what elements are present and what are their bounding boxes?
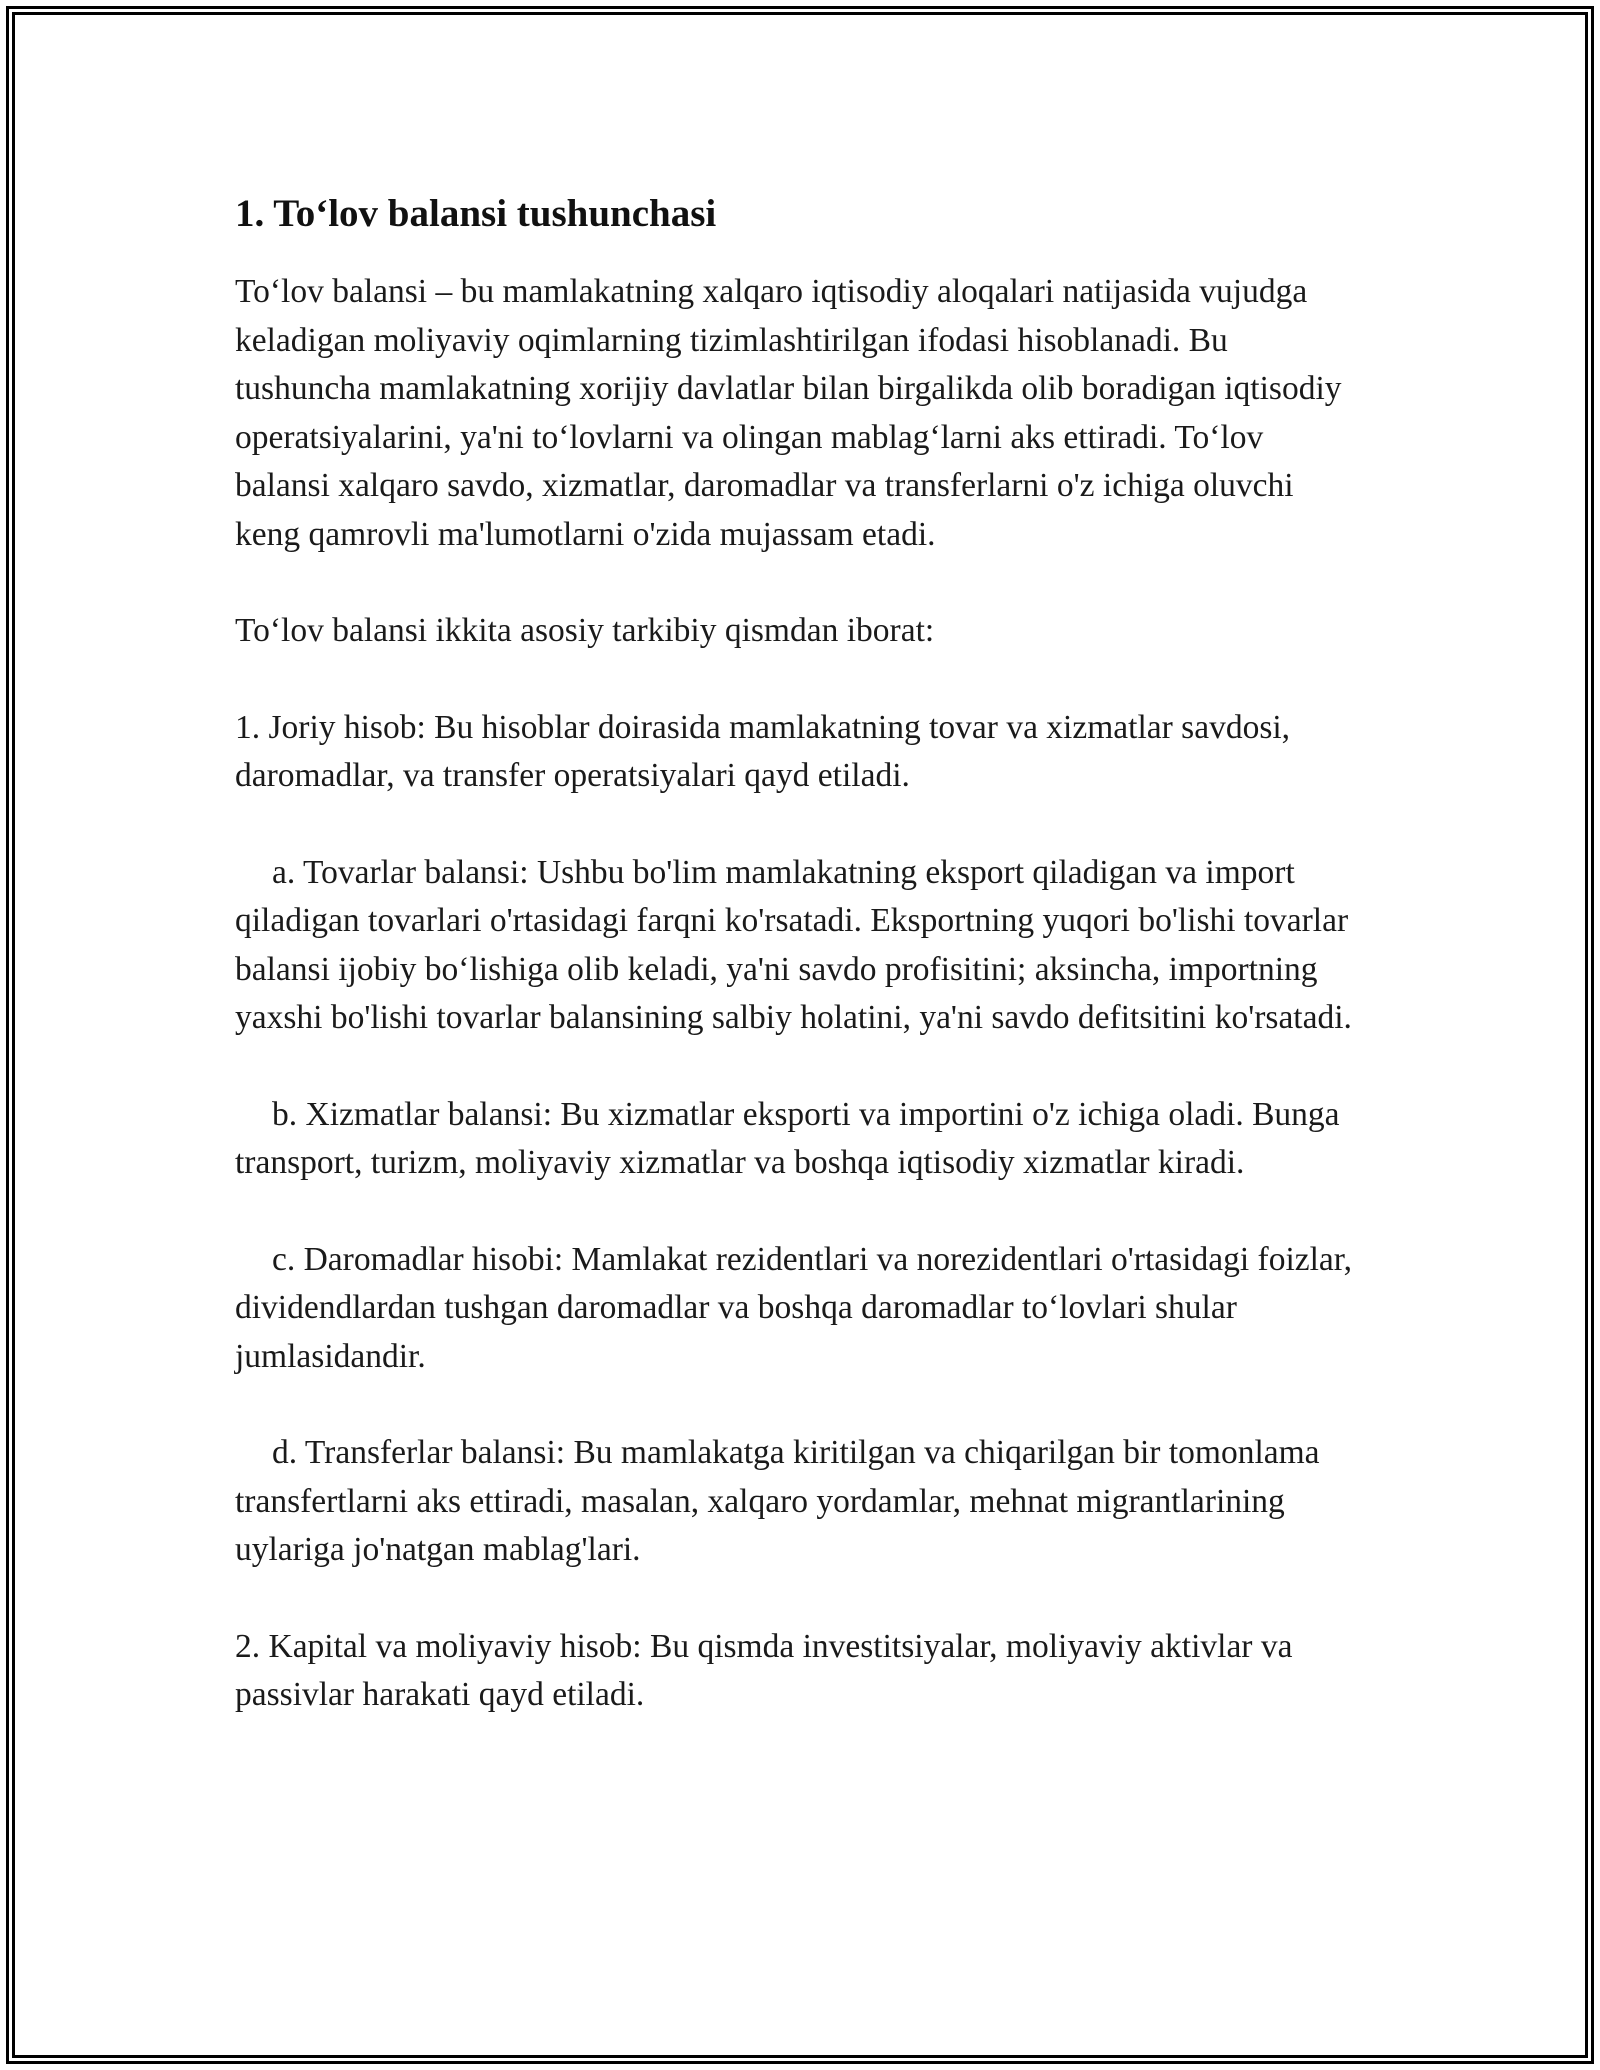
transfers-balance-paragraph: d. Transferlar balansi: Bu mamlakatga kiritilgan va chiqarilgan bir tomonlama transfertlarni aks ettiradi, masalan, xalqaro yordamlar, mehnat migrantlarining uylariga jo'natgan mablag'lari. — [235, 1434, 1320, 1568]
document-body — [235, 188, 1365, 1768]
intro-paragraph: To‘lov balansi – bu mamlakatning xalqaro iqtisodiy aloqalari natijasida vujudga keladigan moliyaviy oqimlarning tizimlashtirilgan ifodasi hisoblanadi. Bu tushuncha mamlakatning xorijiy davlatlar bilan birgalikda olib boradigan iqtisodiy operatsiyalarini, ya'ni to‘lovlarni va olingan mablag‘larni aks ettiradi. To‘lov balansi xalqaro savdo, xizmatlar, daromadlar va transferlarni o'z ichiga oluvchi keng qamrovli ma'lumotlarni o'zida mujassam etadi. — [235, 273, 1342, 553]
current-account-paragraph: 1. Joriy hisob: Bu hisoblar doirasida mamlakatning tovar va xizmatlar savdosi, daromadlar, va transfer operatsiyalari qayd etiladi. — [235, 708, 1291, 794]
section-heading: 1. To‘lov balansi tushunchasi — [235, 192, 717, 235]
components-intro-paragraph: To‘lov balansi ikkita asosiy tarkibiy qismdan iborat: — [235, 612, 935, 649]
income-account-paragraph: c. Daromadlar hisobi: Mamlakat rezidentlari va norezidentlari o'rtasidagi foizlar, dividendlardan tushgan daromadlar va boshqa daromadlar to‘lovlari shular jumlasidandir. — [235, 1240, 1352, 1375]
capital-financial-account-paragraph: 2. Kapital va moliyaviy hisob: Bu qismda investitsiyalar, moliyaviy aktivlar va passivlar harakati qayd etiladi. — [235, 1627, 1293, 1713]
goods-balance-paragraph: a. Tovarlar balansi: Ushbu bo'lim mamlakatning eksport qiladigan va import qiladigan tovarlari o'rtasidagi farqni ko'rsatadi. Eksportning yuqori bo'lishi tovarlar balansi ijobiy bo‘lishiga olib keladi, ya'ni savdo profisitini; aksincha, importning yaxshi bo'lishi tovarlar balansining salbiy holatini, ya'ni savdo defitsitini ko'rsatadi. — [235, 853, 1352, 1036]
services-balance-paragraph: b. Xizmatlar balansi: Bu xizmatlar eksporti va importini o'z ichiga oladi. Bunga transport, turizm, moliyaviy xizmatlar va boshqa iqtisodiy xizmatlar kiradi. — [235, 1095, 1340, 1181]
